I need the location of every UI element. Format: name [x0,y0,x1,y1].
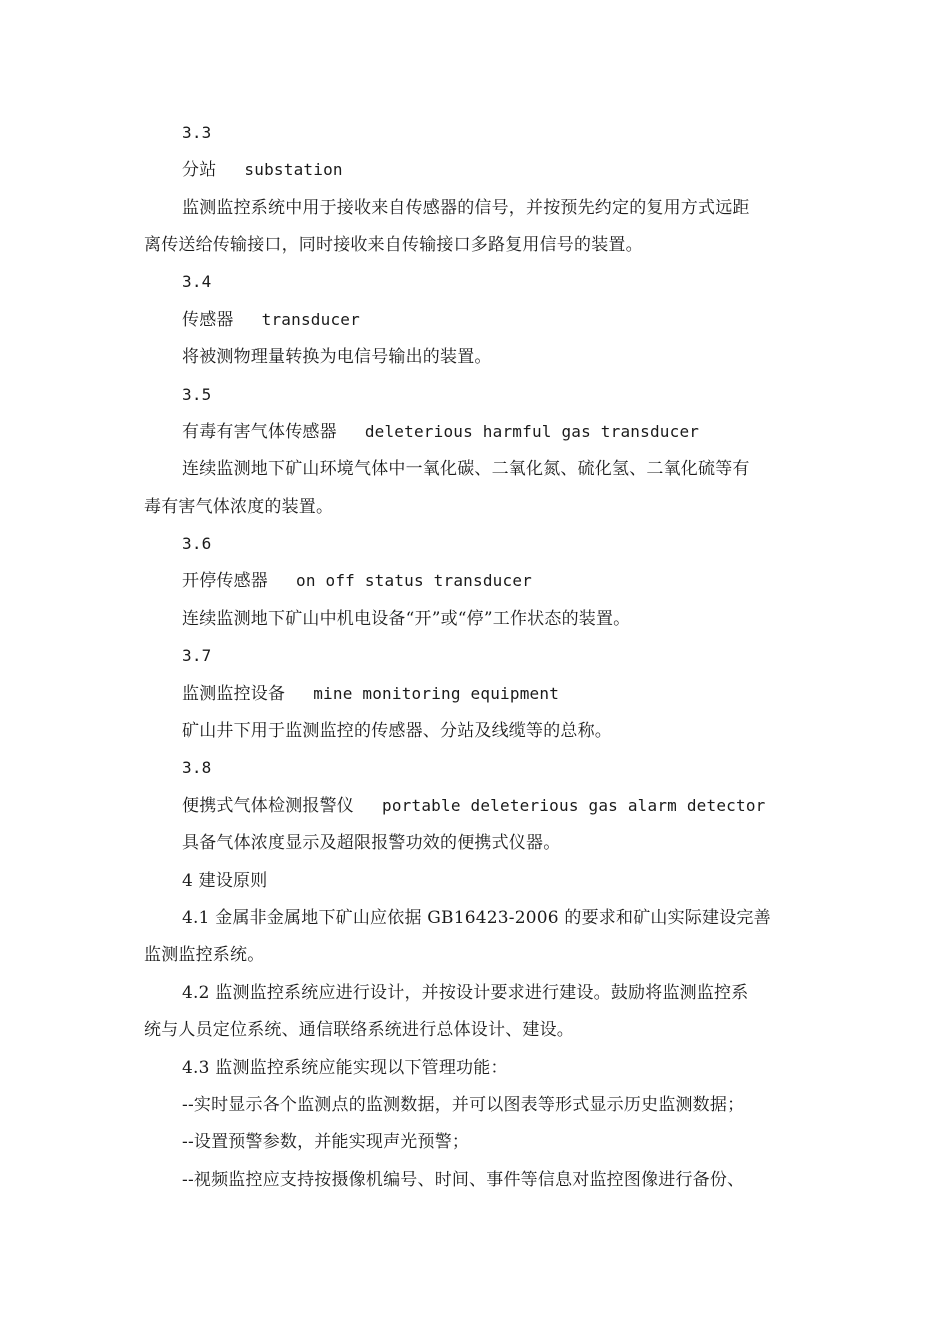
section-number: 3.8 [182,758,212,777]
term-heading [182,570,532,592]
term-chinese: 传感器 [182,310,234,330]
section-number: 3.7 [182,646,212,665]
definition-text: 具备气体浓度显示及超限报警功效的便携式仪器。 [182,833,561,853]
paragraph-text: 监测监控系统。 [144,945,265,965]
term-english: portable deleterious gas alarm detector [382,796,766,815]
list-item: --设置预警参数，并能实现声光预警； [182,1132,470,1152]
term-english: transducer [261,310,360,329]
section-number: 3.6 [182,534,212,553]
section-number: 3.4 [182,272,212,291]
definition-text: 监测监控系统中用于接收来自传感器的信号，并按预先约定的复用方式远距 [182,198,750,218]
term-english: deleterious harmful gas transducer [364,422,700,441]
definition-text: 连续监测地下矿山环境气体中一氧化碳、二氧化氮、硫化氢、二氧化硫等有 [182,459,750,479]
definition-text: 将被测物理量转换为电信号输出的装置。 [182,347,492,367]
definition-text: 矿山井下用于监测监控的传感器、分站及线缆等的总称。 [182,721,612,741]
term-heading [182,683,559,705]
paragraph-text: 统与人员定位系统、通信联络系统进行总体设计、建设。 [144,1020,574,1040]
paragraph-text: 4.2 监测监控系统应进行设计，并按设计要求进行建设。鼓励将监测监控系 [182,983,749,1003]
term-english: substation [244,160,343,179]
term-chinese: 有毒有害气体传感器 [182,422,337,442]
term-heading [182,795,765,817]
term-chinese: 监测监控设备 [182,684,286,704]
section-number: 3.3 [182,123,212,142]
term-heading [182,421,699,443]
term-heading [182,159,343,181]
section-heading: 4 建设原则 [182,871,268,891]
term-heading [182,309,360,331]
term-chinese: 分站 [182,160,217,180]
term-english: mine monitoring equipment [313,684,560,703]
definition-text: 离传送给传输接口，同时接收来自传输接口多路复用信号的装置。 [144,235,643,255]
list-item: --视频监控应支持按摄像机编号、时间、事件等信息对监控图像进行备份、 [182,1170,745,1190]
paragraph-text: 4.3 监测监控系统应能实现以下管理功能： [182,1058,508,1078]
list-item: --实时显示各个监测点的监测数据，并可以图表等形式显示历史监测数据； [182,1095,745,1115]
term-english: on off status transducer [296,571,532,590]
definition-text: 连续监测地下矿山中机电设备“开”或“停”工作状态的装置。 [182,609,631,629]
term-chinese: 便携式气体检测报警仪 [182,796,354,816]
section-number: 3.5 [182,385,212,404]
definition-text: 毒有害气体浓度的装置。 [144,497,334,517]
paragraph-text: 4.1 金属非金属地下矿山应依据 GB16423-2006 的要求和矿山实际建设完善 [182,908,771,928]
term-chinese: 开停传感器 [182,571,268,591]
